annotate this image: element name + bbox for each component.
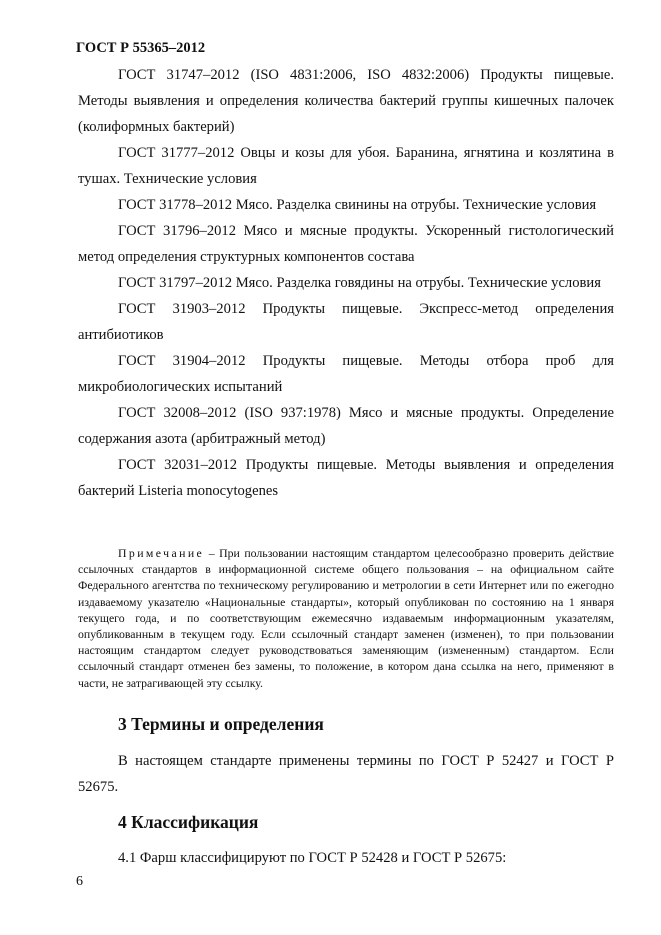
reference-item: ГОСТ 32031–2012 Продукты пищевые. Методы выявления и определения бактерий Listeria monocytogenes [78,457,614,499]
reference-item: ГОСТ 31796–2012 Мясо и мясные продукты. Ускоренный гистологический метод определения структурных компонентов состава [78,223,614,265]
note-text: – При пользовании настоящим стандартом целесообразно проверить действие ссылочных стандартов в информационной системе общего пользования – на официальном сайте Федерального агентства по техническому регулированию и метрологии в сети Интернет или по ежегодно издаваемому указателю «Национальные стандарты», который опубликован по состоянию на 1 января текущего года, и по соответствующим ежемесячно издаваемым информационным указателям, опубликованным в текущем году. Если ссылочный стандарт заменен (изменен), то при пользовании настоящим стандартом следует руководствоваться заменяющим (измененным) стандартом. Если ссылочный стандарт отменен без замены, то положение, в котором дана ссылка на него, применяют в части, не затрагивающей эту ссылку. [78,546,614,690]
section-4-text: 4.1 Фарш классифицируют по ГОСТ Р 52428 и ГОСТ Р 52675: [118,850,507,866]
section-4-title: 4 Классификация [118,812,259,832]
reference-item: ГОСТ 31747–2012 (ISO 4831:2006, ISO 4832:2006) Продукты пищевые. Методы выявления и определения количества бактерий группы кишечных палочек (колиформных бактерий) [78,67,614,135]
reference-item: ГОСТ 32008–2012 (ISO 937:1978) Мясо и мясные продукты. Определение содержания азота (арбитражный метод) [78,405,614,447]
reference-item: ГОСТ 31904–2012 Продукты пищевые. Методы отбора проб для микробиологических испытаний [78,353,614,395]
reference-item: ГОСТ 31797–2012 Мясо. Разделка говядины на отрубы. Технические условия [118,275,601,291]
reference-list [78,62,614,504]
reference-item: ГОСТ 31903–2012 Продукты пищевые. Экспресс-метод определения антибиотиков [78,301,614,343]
reference-item: ГОСТ 31777–2012 Овцы и козы для убоя. Баранина, ягнятина и козлятина в тушах. Технические условия [78,145,614,187]
note-paragraph [78,545,614,691]
section-3-title: 3 Термины и определения [118,714,324,734]
section-3-text: В настоящем стандарте применены термины по ГОСТ Р 52427 и ГОСТ Р 52675. [78,753,614,795]
reference-item: ГОСТ 31778–2012 Мясо. Разделка свинины на отрубы. Технические условия [118,197,597,213]
document-header: ГОСТ Р 55365–2012 [76,40,206,56]
page-number: 6 [76,874,83,889]
note-label: Примечание [118,546,205,560]
